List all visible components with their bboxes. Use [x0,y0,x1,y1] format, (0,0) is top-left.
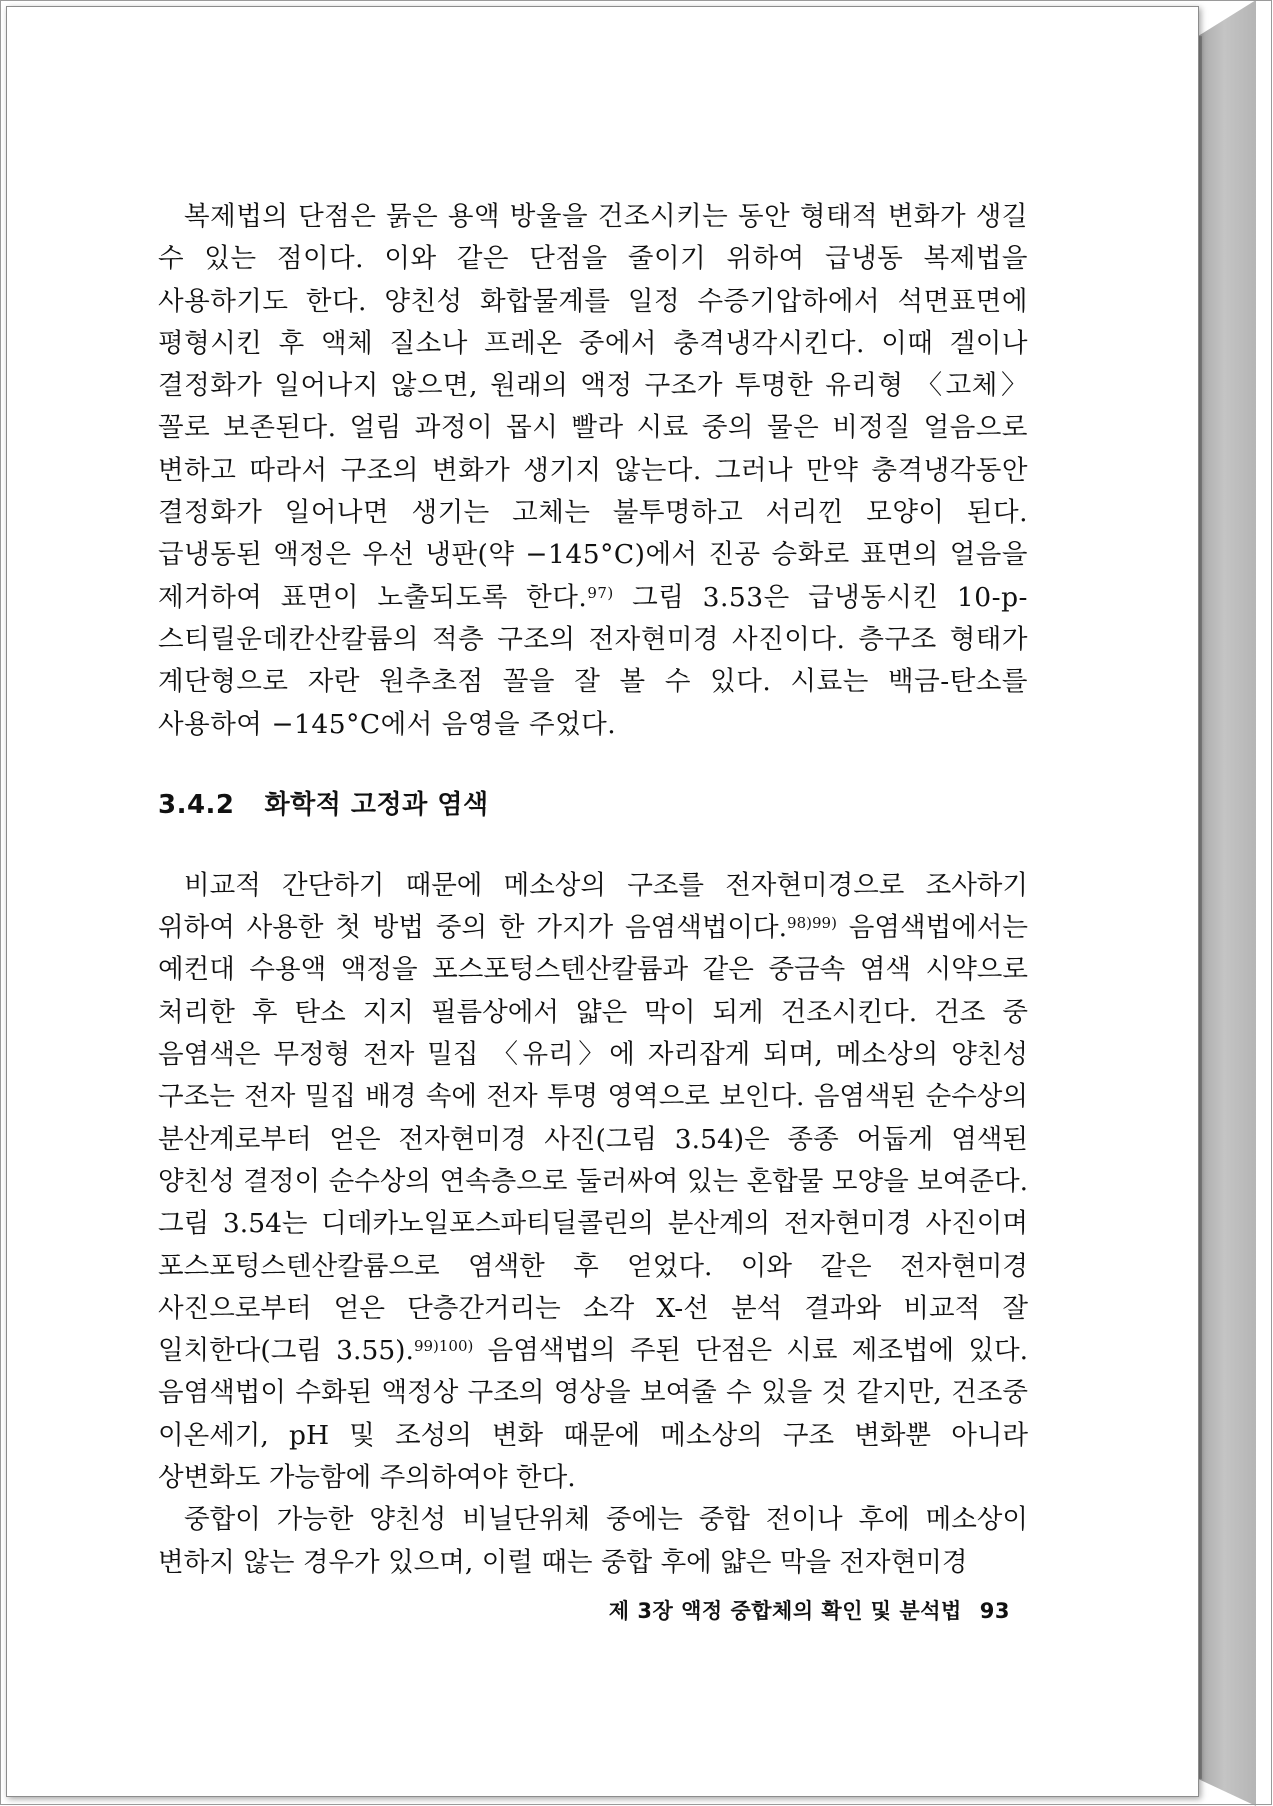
paragraph-polymerization: 중합이 가능한 양친성 비닐단위체 중에는 중합 전이나 후에 메소상이 변하지 않는 경우가 있으며, 이럴 때는 중합 후에 얇은 막을 전자현미경 [158,1504,1028,1578]
page-content [158,196,1028,1584]
reference-97: 97) [587,583,614,602]
paragraph2-text-b: 음염색법에서는 예컨대 수용액 액정을 포스포텅스텐산칼륨과 같은 중금속 염색 시약으로 처리한 후 탄소 지지 필름상에서 얇은 막이 되게 건조시킨다. 건조 중 음염색은 무정형 전자 밀집 〈유리〉에 자리잡게 되며, 메소상의 양친성 구조는 전자 밀집 배경 속에 전자 투명 영역으로 보인다. 음염색된 순수상의 분산계로부터 얻은 전자현미경 사진(그림 3.54)은 종종 어둡게 염색된 양친성 결정이 순수상의 연속층으로 둘러싸여 있는 혼합물 모양을 보여준다. 그림 3.54는 디데카노일포스파티딜콜린의 분산계의 전자현미경 사진이며 포스포텅스텐산칼륨으로 염색한 후 얻었다. 이와 같은 전자현미경 사진으로부터 얻은 단층간거리는 소각 X-선 분석 결과와 비교적 잘 일치한다(그림 3.55). [158,912,1028,1367]
paragraph-replication-method [158,196,1028,746]
paragraph2-text-c: 음염색법의 주된 단점은 시료 제조법에 있다. 음염색법이 수화된 액정상 구조의 영상을 보여줄 수 있을 것 같지만, 건조중 이온세기, pH 및 조성의 변화 때문에 메소상의 구조 변화뿐 아니라 상변화도 가능함에 주의하여야 한다. [158,1335,1028,1494]
reference-98-99: 98)99) [787,914,837,933]
reference-99-100: 99)100) [413,1337,474,1356]
section-title: 화학적 고정과 염색 [264,789,489,820]
running-footer [158,1595,1010,1625]
section-heading [158,784,1028,821]
paragraph1-text: 복제법의 단점은 묽은 용액 방울을 건조시키는 동안 형태적 변화가 생길 수 있는 점이다. 이와 같은 단점을 줄이기 위하여 급냉동 복제법을 사용하기도 한다. 양친성 화합물계를 일정 수증기압하에서 석면표면에 평형시킨 후 액체 질소나 프레온 중에서 충격냉각시킨다. 이때 겔이나 결정화가 일어나지 않으면, 원래의 액정 구조가 투명한 유리형 〈고체〉꼴로 보존된다. 얼림 과정이 몹시 빨라 시료 중의 물은 비정질 얼음으로 변하고 따라서 구조의 변화가 생기지 않는다. 그러나 만약 충격냉각동안 결정화가 일어나면 생기는 고체는 불투명하고 서리낀 모양이 된다. 급냉동된 액정은 우선 냉판(약 −145°C)에서 진공 승화로 표면의 얼음을 제거하여 표면이 노출되도록 한다. [158,201,1028,613]
paragraph1-tail: 그림 3.53은 급냉동시킨 10-p-스티릴운데칸산칼륨의 적층 구조의 전자현미경 사진이다. 층구조 형태가 계단형으로 자란 원추초점 꼴을 잘 볼 수 있다. 시료는 백금-탄소를 사용하여 −145°C에서 음영을 주었다. [158,581,1028,740]
paragraph2-text-a: 비교적 간단하기 때문에 메소상의 구조를 전자현미경으로 조사하기 위하여 사용한 첫 방법 중의 한 가지가 음염색법이다. [158,869,1028,944]
footer-chapter-title: 제 3장 액정 중합체의 확인 및 분석법 [608,1599,962,1623]
page-number: 93 [979,1599,1010,1623]
paragraph-negative-staining [158,865,1028,1499]
page-side-edge [1198,0,1256,1806]
section-number: 3.4.2 [158,789,235,820]
